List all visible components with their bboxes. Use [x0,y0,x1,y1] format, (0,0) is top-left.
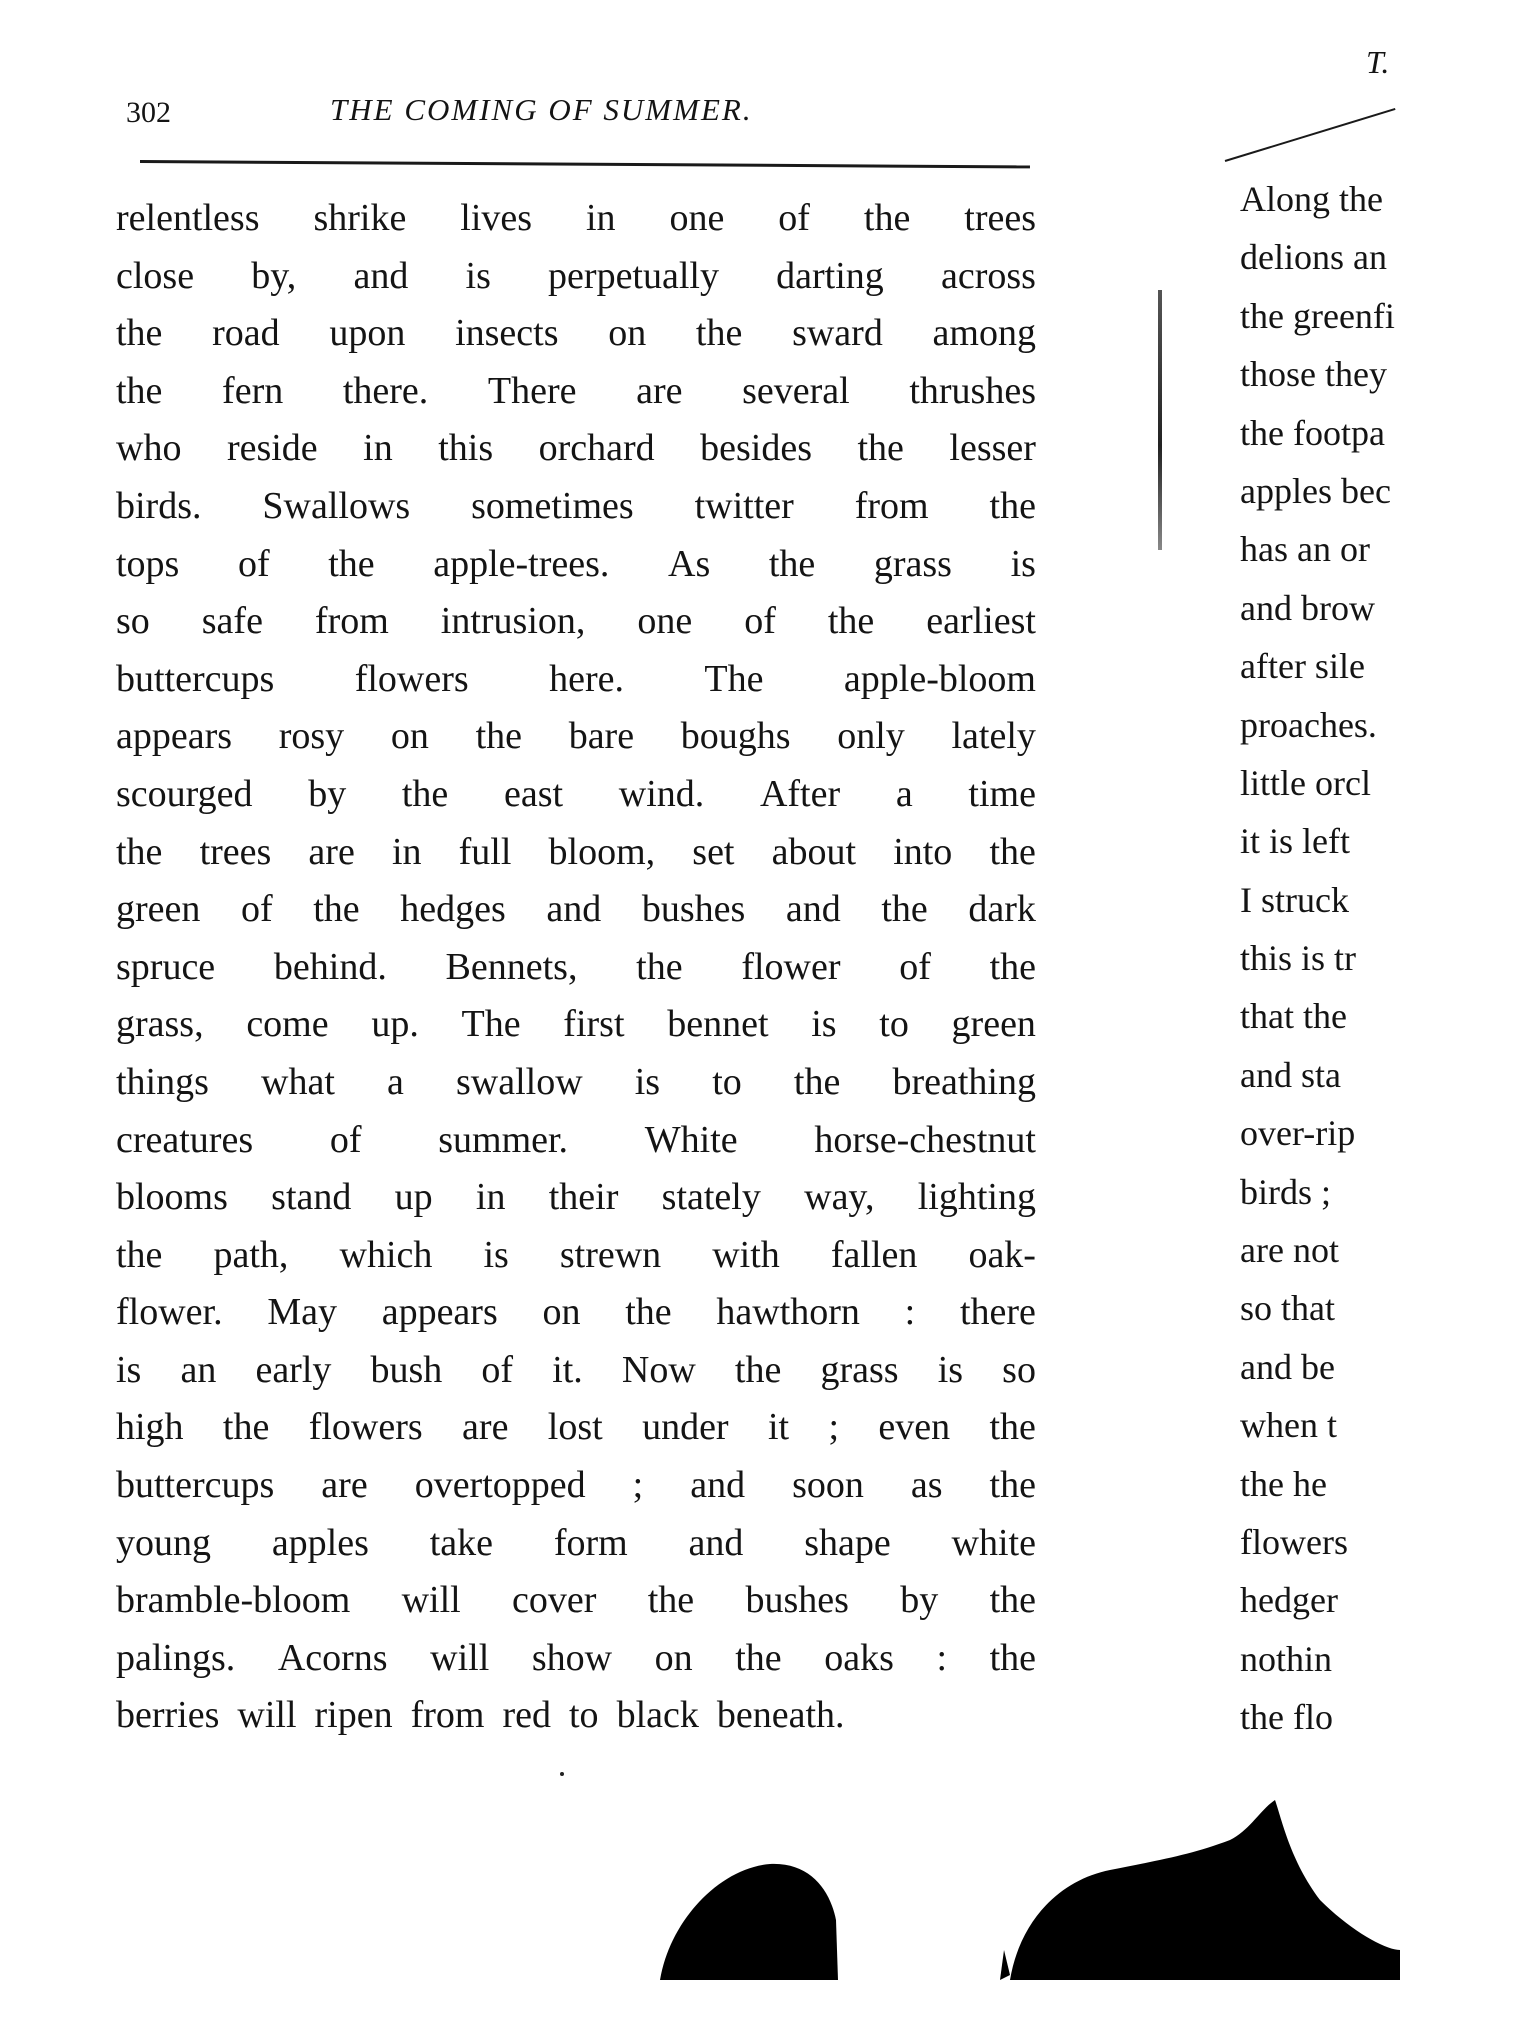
scan-blot-left [660,1860,838,1980]
text-line [116,881,1036,939]
word: which [339,1233,433,1276]
word: an [180,1348,217,1391]
word: apples [271,1521,369,1564]
word: so [116,600,150,643]
word: one [669,197,725,239]
word: green [951,1003,1036,1046]
word: shape [804,1521,891,1564]
word: stately [661,1176,761,1219]
word: a [895,772,913,815]
word: is [1010,542,1036,585]
word: from [314,600,389,643]
word: the [989,1636,1036,1679]
facing-text-line: the he [1240,1463,1327,1504]
word: dark [968,888,1036,931]
word: from [410,1694,485,1737]
word: on [542,1291,581,1334]
word: apple-bloom [843,657,1036,700]
text-line [116,420,1036,478]
word: to [879,1003,909,1046]
word: green [116,888,201,931]
word: of [237,542,270,585]
word: : [904,1291,916,1334]
text-line [116,1572,1036,1630]
word: Bennets, [445,945,578,988]
word: The [704,657,764,700]
word: apple-trees. [433,542,610,585]
word: rosy [278,715,345,758]
word: will [430,1636,490,1679]
facing-text-line: after sile [1240,646,1365,687]
word: the [401,772,449,815]
text-line [116,996,1036,1054]
word: oaks [824,1636,894,1679]
word: so [1002,1348,1036,1391]
word: ; [828,1406,839,1449]
word: things [116,1060,209,1103]
word: several [742,369,850,412]
word: behind. [273,945,387,988]
word: by [308,772,347,815]
word: hawthorn [716,1291,860,1334]
word: the [647,1579,695,1622]
word: ripen [314,1694,393,1737]
word: reside [226,427,318,470]
word: of [240,888,273,931]
word: sometimes [471,484,634,527]
word: relentless [116,197,260,239]
facing-text-line: proaches. [1240,704,1377,745]
word: first [563,1003,625,1046]
word: will [237,1694,297,1737]
word: the [863,197,911,239]
text-line [116,478,1036,536]
word: their [548,1176,619,1219]
facing-page-header: T. [1366,44,1390,80]
text-line [116,824,1036,882]
word: creatures [116,1118,254,1161]
word: on [390,715,429,758]
word: hedges [400,888,506,931]
word: the [116,1233,163,1276]
word: is [937,1348,964,1391]
word: beneath. [716,1694,845,1737]
word: the [116,369,163,412]
word: the [989,1579,1036,1622]
word: stand [271,1176,352,1219]
word: flowers [308,1406,423,1449]
facing-page-text [1240,170,1400,1747]
word: way, [804,1176,875,1219]
word: the [827,600,875,643]
word: across [940,254,1036,297]
word: lately [951,715,1036,758]
word: young [116,1521,211,1564]
page-number: 302 [126,96,171,129]
word: it [767,1406,790,1449]
word: by, [251,254,297,297]
word: full [458,830,512,873]
text-line [116,248,1036,306]
word: of [778,197,810,239]
word: and [785,888,841,931]
word: flowers [354,657,469,700]
word: the [768,542,816,585]
text-line [116,1227,1036,1285]
word: in [391,830,422,873]
word: buttercups [116,1464,275,1507]
word: white [951,1521,1036,1564]
word: White [644,1118,738,1161]
facing-text-line: little orcl [1240,762,1371,803]
text-line [116,1687,1036,1745]
word: the [989,484,1036,527]
word: about [771,830,857,873]
word: oak- [968,1233,1036,1276]
facing-text-line: so that [1240,1288,1335,1329]
text-line [116,305,1036,363]
word: and [546,888,602,931]
facing-text-line: when t [1240,1405,1337,1446]
word: in [363,427,393,470]
word: form [553,1521,628,1564]
word: berries [116,1694,220,1737]
facing-text-line: nothin [1240,1638,1333,1679]
word: intrusion, [440,600,586,643]
word: is [465,254,491,297]
word: the [857,427,904,470]
word: bennet [667,1003,769,1046]
word: are [636,369,683,412]
word: The [461,1003,521,1046]
word: the [989,830,1036,873]
text-line [116,1054,1036,1112]
word: of [481,1348,514,1391]
word: are [308,830,355,873]
text-line [116,190,1036,248]
word: bloom, [548,830,656,873]
word: sward [792,312,883,355]
word: spruce [116,945,216,988]
facing-text-line: I struck [1240,879,1349,920]
word: lives [460,197,533,239]
facing-text-line: Along the [1240,179,1383,219]
word: by [900,1579,939,1622]
word: up [394,1176,433,1219]
word: is [483,1233,509,1276]
text-line [116,1112,1036,1170]
facing-text-line: and sta [1240,1054,1341,1095]
facing-text-line: apples bec [1240,470,1391,511]
word: grass [873,542,952,585]
word: take [429,1521,493,1564]
word: the [881,888,928,931]
word: darting [776,254,884,297]
word: appears [116,715,233,758]
word: and [690,1464,746,1507]
word: the [636,945,683,988]
word: After [759,772,841,815]
word: buttercups [116,657,275,700]
facing-text-line: the greenfi [1240,295,1395,336]
word: black [616,1694,699,1737]
word: east [504,772,564,815]
word: who [116,427,182,470]
word: is [116,1348,142,1391]
word: path, [213,1233,289,1276]
word: summer. [438,1118,569,1161]
word: horse-chestnut [814,1118,1036,1161]
word: into [893,830,953,873]
word: in [475,1176,506,1219]
word: the [735,1636,782,1679]
scan-blot-right [990,1800,1400,1980]
word: the [793,1060,841,1103]
word: overtopped [414,1464,586,1507]
word: soon [792,1464,864,1507]
gutter-shadow [1158,290,1162,550]
word: and [688,1521,744,1564]
word: flower. [116,1291,223,1334]
word: early [255,1348,332,1391]
word: earliest [926,600,1036,643]
word: and [353,254,409,297]
word: in [585,197,616,239]
word: on [654,1636,693,1679]
facing-text-line: are not [1240,1230,1339,1271]
word: there. [342,369,429,412]
word: lighting [917,1176,1036,1219]
word: bush [370,1348,443,1391]
facing-text-line: birds ; [1240,1171,1332,1212]
text-line [116,1169,1036,1227]
word: the [989,1464,1036,1507]
word: high [116,1406,184,1449]
word: is [811,1003,837,1046]
word: here. [549,657,624,700]
word: safe [201,600,263,643]
word: red [502,1694,551,1737]
word: boughs [680,715,791,758]
facing-text-line: has an or [1240,529,1370,570]
word: time [968,772,1036,815]
word: what [261,1060,335,1103]
word: the [989,945,1036,988]
word: palings. [116,1636,236,1679]
facing-page-rule [1225,108,1396,162]
facing-text-line: and brow [1240,587,1375,628]
word: tops [116,542,180,585]
word: of [329,1118,362,1161]
word: appears [381,1291,498,1334]
word: the [222,1406,270,1449]
header-rule [140,160,1030,168]
word: of [899,945,931,988]
word: of [744,600,776,643]
word: the [695,312,743,355]
word: grass, [116,1003,204,1046]
facing-text-line: delions an [1240,237,1387,278]
word: breathing [892,1060,1036,1103]
word: scourged [116,772,253,815]
word: the [116,830,163,873]
word: blooms [116,1176,228,1219]
word: among [932,312,1036,355]
word: There [487,369,577,412]
word: lesser [949,427,1036,470]
word: trees [199,830,272,873]
word: cover [512,1579,597,1622]
word: will [401,1579,461,1622]
word: trees [964,197,1036,239]
word: thrushes [909,369,1036,412]
word: Now [621,1348,696,1391]
word: ; [632,1464,644,1507]
facing-text-line: those they [1240,354,1387,395]
word: wind. [618,772,705,815]
word: are [321,1464,368,1507]
facing-text-line: hedger [1240,1580,1338,1621]
text-line [116,1457,1036,1515]
facing-text-line: and be [1240,1346,1335,1387]
word: on [608,312,647,355]
word: besides [700,427,812,470]
facing-text-line: it is left [1240,821,1350,862]
word: this [438,427,494,470]
word: flower [741,945,841,988]
word: close [116,254,195,297]
facing-text-line: flowers [1240,1521,1348,1562]
word: as [910,1464,943,1507]
text-line [116,593,1036,651]
word: May [267,1291,337,1334]
word: fern [222,369,284,412]
text-line [116,363,1036,421]
word: one [637,600,693,643]
word: up. [371,1003,419,1046]
word: fallen [830,1233,918,1276]
word: set [692,830,735,873]
word: perpetually [548,254,719,297]
text-line [116,939,1036,997]
word: bushes [641,888,746,931]
word: insects [455,312,559,355]
word: a [387,1060,404,1103]
running-head: THE COMING OF SUMMER. [330,92,753,127]
text-line [116,766,1036,824]
text-line [116,536,1036,594]
word: the [313,888,360,931]
word: are [462,1406,509,1449]
text-line [116,1284,1036,1342]
word: upon [329,312,406,355]
word: shrike [313,197,407,239]
word: is [634,1060,661,1103]
word: show [531,1636,613,1679]
word: from [854,484,929,527]
text-line [116,1399,1036,1457]
word: the [475,715,522,758]
facing-text-line: over-rip [1240,1113,1356,1154]
text-line [116,651,1036,709]
word: there [959,1291,1036,1334]
word: : [936,1636,947,1679]
body-text [116,190,1036,1745]
word: Swallows [262,484,411,527]
word: lost [547,1406,603,1449]
word: the [625,1291,672,1334]
word: birds. [116,484,202,527]
word: bramble-bloom [116,1579,351,1622]
text-line [116,1630,1036,1688]
word: even [878,1406,951,1449]
word: twitter [694,484,794,527]
word: the [989,1406,1036,1449]
word: to [712,1060,742,1103]
word: with [712,1233,780,1276]
facing-text-line: this is tr [1240,938,1357,979]
word: swallow [455,1060,583,1103]
text-line [116,1342,1036,1400]
text-line [116,708,1036,766]
word: to [569,1694,599,1737]
word: bushes [745,1579,849,1622]
word: the [734,1348,782,1391]
word: only [837,715,905,758]
ink-speck [560,1772,564,1776]
word: come [246,1003,329,1046]
word: under [642,1406,729,1449]
word: road [212,312,280,355]
facing-text-line: the footpa [1240,412,1385,453]
word: orchard [538,427,655,470]
word: As [668,542,711,585]
word: strewn [559,1233,662,1276]
facing-text-line: that the [1240,996,1347,1037]
text-line [116,1515,1036,1573]
word: it. [552,1348,583,1391]
word: the [116,312,163,355]
word: grass [820,1348,899,1391]
word: bare [568,715,635,758]
facing-text-line: the flo [1240,1697,1333,1738]
word: the [328,542,375,585]
word: Acorns [277,1636,388,1679]
